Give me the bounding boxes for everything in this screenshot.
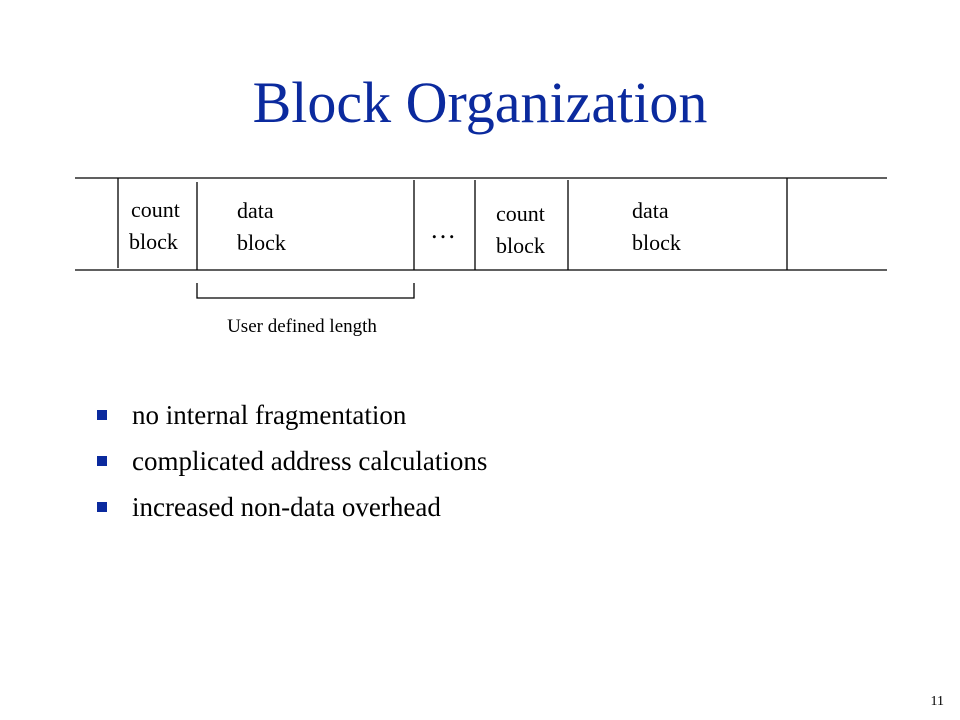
length-label: User defined length: [227, 316, 377, 337]
ellipsis: …: [430, 215, 456, 244]
bullet-list: [97, 392, 487, 530]
bullet-text: increased non-data overhead: [132, 492, 441, 522]
square-bullet-icon: [97, 410, 107, 420]
square-bullet-icon: [97, 502, 107, 512]
bullet-text: no internal fragmentation: [132, 400, 407, 430]
slide-title: Block Organization: [252, 70, 708, 135]
bullet-item: [97, 392, 487, 438]
data-block-label-2-line2: block: [632, 230, 681, 255]
bullet-text: complicated address calculations: [132, 446, 488, 476]
data-block-label-1-line1: data: [237, 198, 274, 223]
bullet-item: [97, 484, 487, 530]
count-block-label-2-line2: block: [496, 233, 545, 258]
count-block-label-2-line1: count: [496, 201, 545, 226]
bullet-item: [97, 438, 487, 484]
data-block-label-1-line2: block: [237, 230, 286, 255]
count-block-label-1-line1: count: [131, 197, 180, 222]
square-bullet-icon: [97, 456, 107, 466]
length-bracket: [197, 283, 414, 298]
page-number: 11: [930, 694, 944, 709]
count-block-label-1-line2: block: [129, 229, 178, 254]
data-block-label-2-line1: data: [632, 198, 669, 223]
